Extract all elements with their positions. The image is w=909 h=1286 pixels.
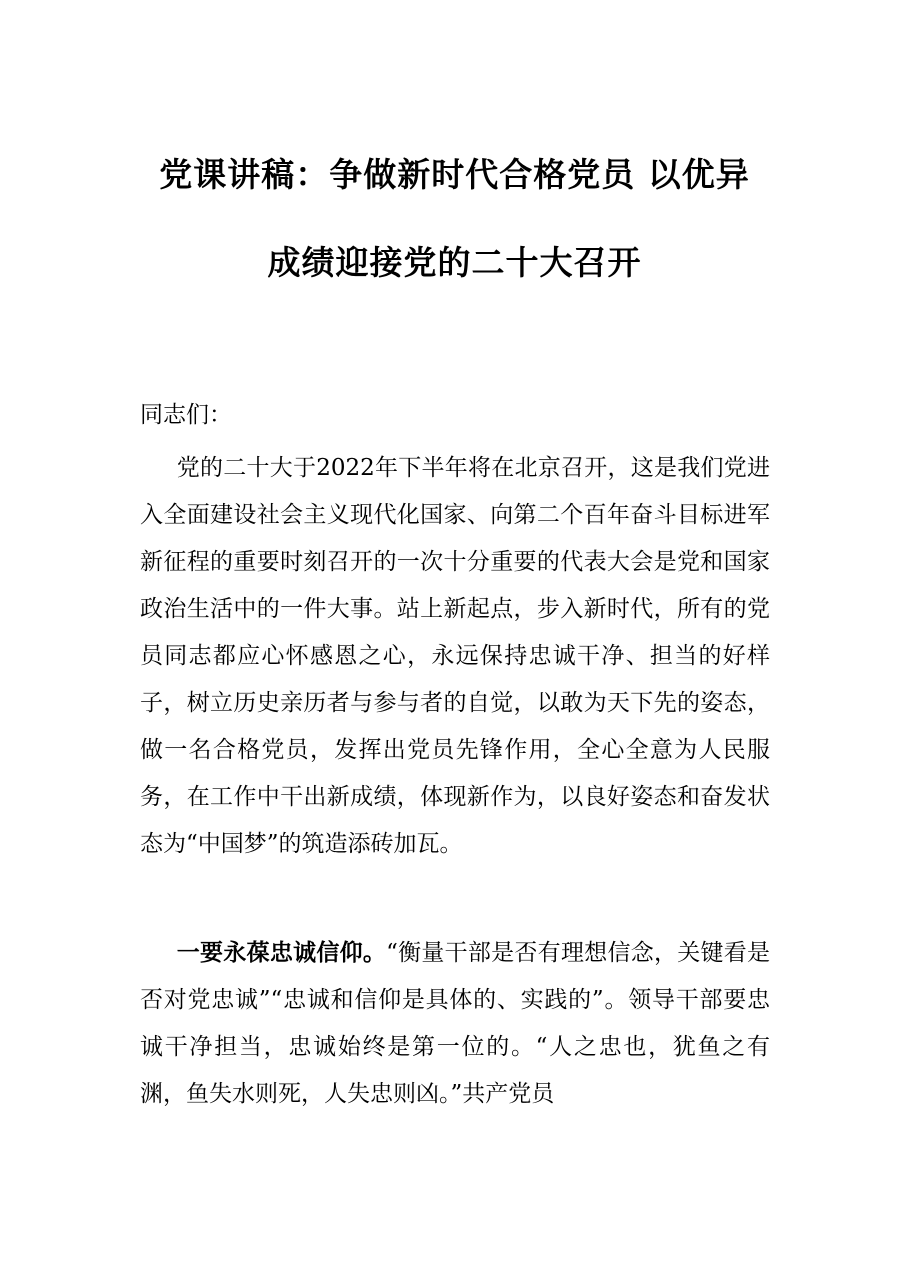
paragraph-2	[140, 930, 770, 1118]
document-title-line-2: 成绩迎接党的二十大召开	[267, 243, 642, 282]
salutation: 同志们：	[140, 402, 232, 428]
paragraph-1: 党的二十大于2022年下半年将在北京召开，这是我们党进入全面建设社会主义现代化国家、向第二个百年奋斗目标进军新征程的重要时刻召开的一次十分重要的代表大会是党和国家政治生活中的一件大事。站上新起点，步入新时代，所有的党员同志都应心怀感恩之心，永远保持忠诚干净、担当的好样子，树立历史亲历者与参与者的自觉，以敢为天下先的姿态，做一名合格党员，发挥出党员先锋作用，全心全意为人民服务，在工作中干出新成绩，体现新作为，以良好姿态和奋发状态为“中国梦”的筑造添砖加瓦。	[140, 455, 770, 857]
paragraph-2-body: “衡量干部是否有理想信念，关键看是否对党忠诚”“忠诚和信仰是具体的、实践的”。领导干部要忠诚干净担当，忠诚始终是第一位的。“人之忠也，犹鱼之有渊，鱼失水则死，人失忠则凶。”共产党员	[140, 940, 771, 1107]
document-title-line-1: 党课讲稿：争做新时代合格党员 以优异	[159, 155, 750, 194]
paragraph-2-lead: 一要永葆忠诚信仰。	[176, 940, 387, 966]
